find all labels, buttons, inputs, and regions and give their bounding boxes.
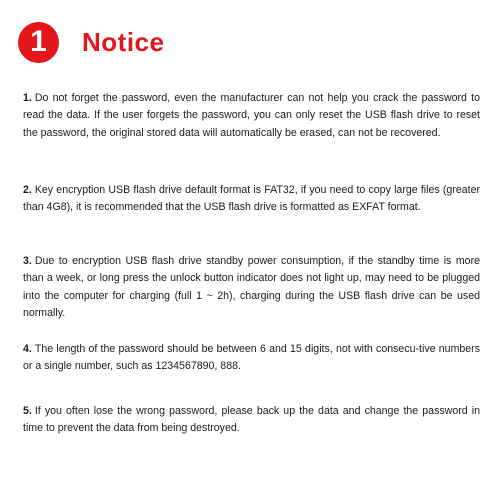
- page-title: Notice: [82, 26, 165, 57]
- item-text: Due to encryption USB flash drive standby power consumption, if the standby time is more than a week, or long press the unlock button indicator does not light up, may need to be plugged into the computer for charging (full 1 ~ 2h), charging during the USB flash drive can be used normally.: [23, 255, 480, 319]
- item-text: Do not forget the password, even the manufacturer can not help you crack the password to read the data. If the user forgets the password, you can only reset the USB flash drive to reset the password, the original stored data will automatically be erased, can not be recovered.: [23, 92, 480, 139]
- item-text: Key encryption USB flash drive default format is FAT32, if you need to copy large files (greater than 4G8), it is recommended that the USB flash drive is formatted as EXFAT format.: [23, 184, 480, 214]
- item-number: 4.: [23, 343, 32, 355]
- item-number: 1.: [23, 92, 32, 104]
- notice-item-4: [23, 341, 480, 376]
- notice-item-5: [23, 403, 480, 438]
- item-text: If you often lose the wrong password, please back up the data and change the password in time to prevent the data from being destroyed.: [23, 405, 480, 435]
- notice-item-3: [23, 253, 480, 322]
- number-badge: 1: [18, 22, 59, 63]
- notice-item-2: [23, 182, 480, 217]
- item-number: 3.: [23, 255, 32, 267]
- notice-item-1: [23, 90, 480, 142]
- notice-header: [18, 20, 164, 64]
- item-number: 5.: [23, 405, 32, 417]
- item-number: 2.: [23, 184, 32, 196]
- item-text: The length of the password should be between 6 and 15 digits, not with consecu-tive numbers or a single number, such as 1234567890, 888.: [23, 343, 480, 373]
